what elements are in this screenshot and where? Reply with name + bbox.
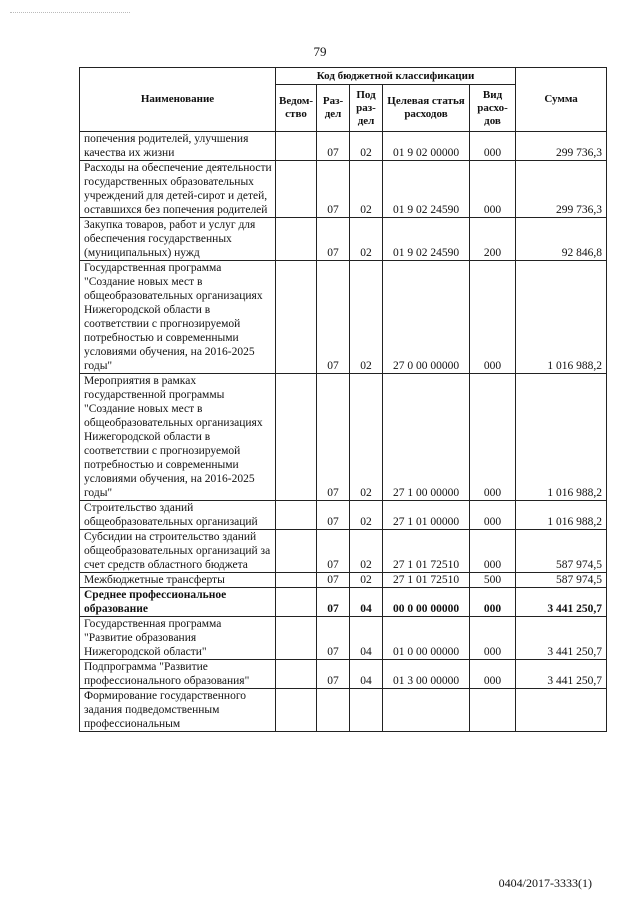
row-subsection: 04	[350, 588, 383, 617]
row-subsection	[350, 689, 383, 732]
row-department	[276, 530, 317, 573]
row-target-item: 27 0 00 00000	[383, 261, 470, 374]
row-department	[276, 374, 317, 501]
row-target-item: 01 9 02 00000	[383, 132, 470, 161]
row-expense-type: 000	[470, 261, 516, 374]
row-subsection: 02	[350, 573, 383, 588]
row-subsection: 02	[350, 530, 383, 573]
row-section: 07	[317, 617, 350, 660]
row-expense-type	[470, 689, 516, 732]
row-name: Межбюджетные трансферты	[80, 573, 276, 588]
row-subsection: 02	[350, 218, 383, 261]
header-department: Ведом-ство	[276, 85, 317, 132]
row-sum: 1 016 988,2	[516, 501, 607, 530]
row-target-item: 01 3 00 00000	[383, 660, 470, 689]
row-subsection: 04	[350, 617, 383, 660]
row-section: 07	[317, 132, 350, 161]
row-section: 07	[317, 588, 350, 617]
row-section: 07	[317, 261, 350, 374]
row-department	[276, 161, 317, 218]
row-target-item: 01 9 02 24590	[383, 218, 470, 261]
budget-table	[79, 67, 607, 732]
row-target-item: 01 9 02 24590	[383, 161, 470, 218]
page-number: 79	[313, 44, 327, 59]
table-header	[80, 68, 607, 132]
row-expense-type: 000	[470, 161, 516, 218]
row-target-item: 27 1 00 00000	[383, 374, 470, 501]
row-subsection: 02	[350, 132, 383, 161]
row-name: Закупка товаров, работ и услуг для обеспечения государственных (муниципальных) нужд	[80, 218, 276, 261]
row-department	[276, 501, 317, 530]
row-expense-type: 000	[470, 588, 516, 617]
row-section: 07	[317, 374, 350, 501]
row-target-item: 27 1 01 00000	[383, 501, 470, 530]
table-row	[80, 161, 607, 218]
row-name: Подпрограмма "Развитие профессионального образования"	[80, 660, 276, 689]
header-section: Раз-дел	[317, 85, 350, 132]
row-target-item: 01 0 00 00000	[383, 617, 470, 660]
header-subsection: Под раз-дел	[350, 85, 383, 132]
table-row	[80, 689, 607, 732]
row-subsection: 04	[350, 660, 383, 689]
row-name: Мероприятия в рамках государственной программы "Создание новых мест в общеобразовательных организациях Нижегородской области в соответствии с прогнозируемой потребностью и современными условиями обучения, на 2016-2025 годы"	[80, 374, 276, 501]
row-sum: 299 736,3	[516, 132, 607, 161]
row-expense-type: 000	[470, 617, 516, 660]
row-name: Расходы на обеспечение деятельности государственных образовательных учреждений для детей-сирот и детей, оставшихся без попечения родителей	[80, 161, 276, 218]
row-name: Среднее профессиональное образование	[80, 588, 276, 617]
row-sum: 299 736,3	[516, 161, 607, 218]
row-sum: 3 441 250,7	[516, 617, 607, 660]
table-row	[80, 132, 607, 161]
row-sum: 587 974,5	[516, 530, 607, 573]
row-subsection: 02	[350, 501, 383, 530]
table-body	[80, 132, 607, 732]
header-expense-type: Вид расхо-дов	[470, 85, 516, 132]
row-name: Субсидии на строительство зданий общеобразовательных организаций за счет средств областного бюджета	[80, 530, 276, 573]
header-sum: Сумма	[516, 68, 607, 132]
table-row	[80, 501, 607, 530]
row-department	[276, 261, 317, 374]
row-sum: 3 441 250,7	[516, 588, 607, 617]
row-department	[276, 689, 317, 732]
row-sum: 587 974,5	[516, 573, 607, 588]
row-section: 07	[317, 573, 350, 588]
row-subsection: 02	[350, 261, 383, 374]
row-department	[276, 588, 317, 617]
row-name: Строительство зданий общеобразовательных организаций	[80, 501, 276, 530]
header-name: Наименование	[80, 68, 276, 132]
row-name: Государственная программа "Развитие образования Нижегородской области"	[80, 617, 276, 660]
table-row	[80, 374, 607, 501]
row-department	[276, 573, 317, 588]
row-name: Формирование государственного задания подведомственным профессиональным	[80, 689, 276, 732]
row-subsection: 02	[350, 374, 383, 501]
row-expense-type: 000	[470, 530, 516, 573]
document-code: 0404/2017-3333(1)	[498, 876, 592, 890]
row-expense-type: 000	[470, 374, 516, 501]
row-expense-type: 200	[470, 218, 516, 261]
row-department	[276, 132, 317, 161]
table-row	[80, 617, 607, 660]
row-subsection: 02	[350, 161, 383, 218]
table-row	[80, 573, 607, 588]
row-section: 07	[317, 530, 350, 573]
row-section: 07	[317, 501, 350, 530]
scan-margin-mark	[10, 6, 130, 13]
table-row	[80, 261, 607, 374]
row-sum: 1 016 988,2	[516, 261, 607, 374]
row-section: 07	[317, 660, 350, 689]
row-expense-type: 000	[470, 660, 516, 689]
table-row	[80, 660, 607, 689]
row-sum: 1 016 988,2	[516, 374, 607, 501]
row-section: 07	[317, 218, 350, 261]
row-sum	[516, 689, 607, 732]
row-name: попечения родителей, улучшения качества их жизни	[80, 132, 276, 161]
row-expense-type: 000	[470, 501, 516, 530]
row-sum: 92 846,8	[516, 218, 607, 261]
header-code-group: Код бюджетной классификации	[276, 68, 516, 85]
row-target-item: 27 1 01 72510	[383, 530, 470, 573]
table-row	[80, 588, 607, 617]
row-target-item: 00 0 00 00000	[383, 588, 470, 617]
row-expense-type: 500	[470, 573, 516, 588]
row-sum: 3 441 250,7	[516, 660, 607, 689]
row-department	[276, 218, 317, 261]
row-section: 07	[317, 161, 350, 218]
table-row	[80, 218, 607, 261]
table-row	[80, 530, 607, 573]
row-section	[317, 689, 350, 732]
row-name: Государственная программа "Создание новых мест в общеобразовательных организациях Нижегородской области в соответствии с прогнозируемой потребностью и современными условиями обучения, на 2016-2025 годы"	[80, 261, 276, 374]
row-target-item	[383, 689, 470, 732]
header-target-item: Целевая статья расходов	[383, 85, 470, 132]
row-department	[276, 617, 317, 660]
row-department	[276, 660, 317, 689]
row-target-item: 27 1 01 72510	[383, 573, 470, 588]
row-expense-type: 000	[470, 132, 516, 161]
